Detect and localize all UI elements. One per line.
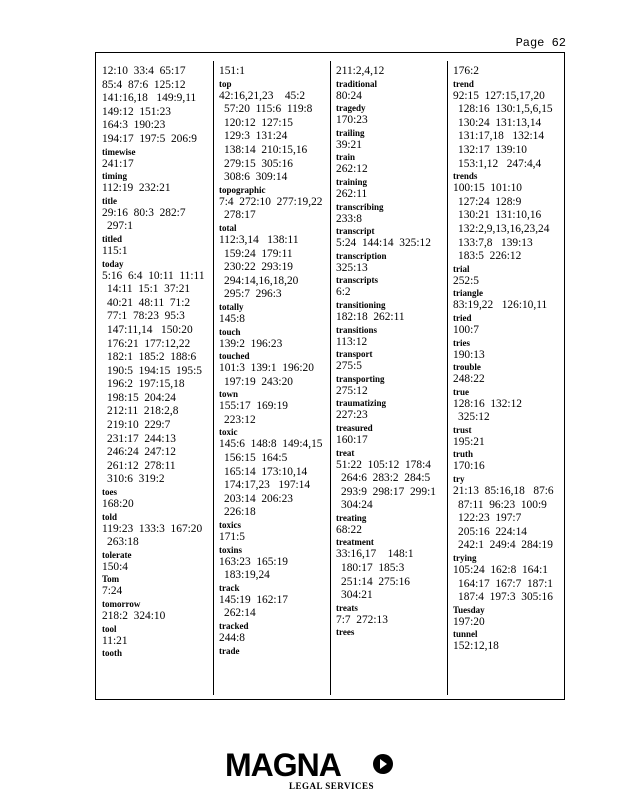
page-line-references: 194:17 197:5 206:9 [102, 132, 197, 145]
page-line-references: 197:20 [453, 615, 485, 628]
index-term: treatment [336, 537, 374, 548]
index-term: toxics [219, 520, 241, 531]
page-line-references: 164:17 167:7 187:1 [458, 577, 553, 590]
index-term: transitions [336, 324, 378, 335]
page-line-references: 100:15 101:10 [453, 182, 522, 195]
index-term: total [219, 222, 237, 233]
index-term: tomorrow [102, 599, 141, 609]
page-line-references: 304:24 [341, 499, 373, 512]
index-term: tried [453, 312, 472, 323]
page-line-references: 261:12 278:11 [107, 459, 176, 472]
page-line-references: 170:16 [453, 460, 485, 473]
page-line-references: 92:15 127:15,17,20 [453, 89, 545, 102]
page-line-references: 223:12 [224, 413, 256, 426]
page-line-references: 145:6 148:8 149:4,15 [219, 438, 323, 451]
index-term: trees [336, 627, 355, 638]
page-line-references: 120:12 127:15 [224, 116, 293, 129]
page-line-references: 147:11,14 150:20 [107, 323, 193, 336]
index-term: tracked [219, 621, 249, 631]
page-line-references: 129:3 131:24 [224, 130, 288, 143]
index-term: tragedy [336, 103, 366, 114]
index-term: treating [336, 512, 367, 523]
index-term: transport [336, 349, 373, 360]
index-term: transcript [336, 226, 375, 237]
page-line-references: 198:15 204:24 [107, 391, 176, 404]
index-term: tolerate [102, 549, 132, 560]
page-line-references: 119:23 133:3 167:20 [102, 522, 203, 535]
page-line-references: 141:16,18 149:9,11 [102, 92, 197, 105]
page-line-references: 190:13 [453, 348, 485, 361]
page-line-references: 262:12 [336, 163, 368, 176]
index-term: transporting [336, 373, 385, 384]
page-line-references: 182:1 185:2 188:6 [107, 351, 197, 364]
page-line-references: 29:16 80:3 282:7 [102, 206, 186, 219]
page-line-references: 252:5 [453, 274, 479, 287]
page-line-references: 304:21 [341, 589, 373, 602]
magna-logo [225, 748, 395, 794]
index-term: tries [453, 337, 470, 348]
index-term: traumatizing [336, 398, 386, 409]
page-line-references: 145:19 162:17 [219, 593, 288, 606]
page-line-references: 127:24 128:9 [458, 195, 522, 208]
index-term: timing [102, 171, 128, 182]
page-line-references: 264:6 283:2 284:5 [341, 472, 431, 485]
page-line-references: 6:2 [336, 286, 351, 299]
page-line-references: 128:16 130:1,5,6,15 [458, 103, 553, 116]
index-term: try [453, 474, 465, 485]
index-column-1 [96, 53, 213, 699]
page-line-references: 155:17 169:19 [219, 400, 288, 413]
page-line-references: 262:11 [336, 187, 368, 200]
index-term: trends [453, 171, 478, 182]
index-term: transcription [336, 250, 387, 261]
page-line-references: 138:14 210:15,16 [224, 143, 308, 156]
page-line-references: 145:8 [219, 312, 245, 325]
page-line-references: 159:24 179:11 [224, 247, 293, 260]
page-line-references: 183:5 226:12 [458, 250, 522, 263]
page-line-references: 170:23 [336, 114, 368, 127]
page-line-references: 163:23 165:19 [219, 555, 288, 568]
page-line-references: 165:14 173:10,14 [224, 465, 308, 478]
page-line-references: 100:7 [453, 323, 479, 336]
index-term: trouble [453, 362, 481, 373]
index-term: treasured [336, 422, 373, 433]
page-line-references: 227:23 [336, 409, 368, 422]
page-line-references: 295:7 296:3 [224, 288, 282, 301]
page-line-references: 57:20 115:6 119:8 [224, 103, 313, 116]
page-line-references: 39:21 [336, 138, 362, 151]
page-line-references: 7:24 [102, 585, 123, 598]
index-term: treats [336, 602, 358, 613]
index-term: town [219, 389, 239, 400]
page-line-references: 164:3 190:23 [102, 119, 166, 132]
page-line-references: 275:5 [336, 360, 362, 373]
index-term: traditional [336, 78, 378, 89]
page-line-references: 248:22 [453, 373, 485, 386]
page-line-references: 251:14 275:16 [341, 575, 410, 588]
page-line-references: 294:14,16,18,20 [224, 274, 299, 287]
index-column-4 [447, 53, 564, 699]
page-line-references: 133:7,8 139:13 [458, 236, 533, 249]
index-term: totally [219, 301, 244, 312]
page-line-references: 168:20 [102, 498, 134, 511]
logo-wordmark: MAGNA [225, 747, 341, 783]
index-term: training [336, 176, 368, 187]
index-term: title [102, 195, 117, 206]
page-number: Page 62 [515, 36, 566, 50]
index-term: true [453, 386, 469, 397]
index-term: trying [453, 553, 477, 564]
index-term: titled [102, 233, 122, 244]
page-line-references: 132:17 139:10 [458, 143, 527, 156]
page-line-references: 187:4 197:3 305:16 [458, 591, 553, 604]
page-line-references: 33:16,17 148:1 [336, 548, 414, 561]
index-column-3 [330, 53, 447, 699]
page-line-references: 132:2,9,13,16,23,24 [458, 222, 550, 235]
page-line-references: 219:10 229:7 [107, 419, 171, 432]
index-column-2 [213, 53, 330, 699]
page-line-references: 152:12,18 [453, 640, 499, 653]
page-line-references: 156:15 164:5 [224, 452, 288, 465]
index-term: trial [453, 263, 470, 274]
page-line-references: 51:22 105:12 178:4 [336, 458, 431, 471]
index-term: tunnel [453, 629, 478, 640]
page-line-references: 171:5 [219, 531, 245, 544]
index-term: track [219, 582, 240, 593]
page-line-references: 279:15 305:16 [224, 157, 293, 170]
page-line-references: 151:1 [219, 65, 245, 77]
index-term: tool [102, 623, 117, 634]
logo-tagline: LEGAL SERVICES [289, 781, 374, 791]
page-line-references: 212:11 218:2,8 [107, 405, 179, 418]
page-line-references: 263:18 [107, 536, 139, 549]
page-line-references: 153:1,12 247:4,4 [458, 157, 542, 170]
page-line-references: 115:1 [102, 244, 128, 257]
page-line-references: 196:2 197:15,18 [107, 378, 185, 391]
page-line-references: 176:2 [453, 65, 479, 77]
page-line-references: 231:17 244:13 [107, 432, 176, 445]
page-line-references: 203:14 206:23 [224, 492, 293, 505]
page-line-references: 230:22 293:19 [224, 261, 293, 274]
page-line-references: 160:17 [336, 433, 368, 446]
index-term: trailing [336, 127, 365, 138]
page-line-references: 293:9 298:17 299:1 [341, 485, 436, 498]
page-line-references: 150:4 [102, 560, 128, 573]
page-line-references: 131:17,18 132:14 [458, 130, 545, 143]
index-term: toxins [219, 544, 243, 555]
page-line-references: 205:16 224:14 [458, 525, 527, 538]
page-line-references: 278:17 [224, 209, 256, 222]
page-line-references: 211:2,4,12 [336, 65, 385, 77]
index-term: today [102, 258, 124, 269]
page-line-references: 122:23 197:7 [458, 512, 522, 525]
page-line-references: 197:19 243:20 [224, 375, 293, 388]
page-line-references: 105:24 162:8 164:1 [453, 564, 548, 577]
page-line-references: 174:17,23 197:14 [224, 479, 311, 492]
page-line-references: 7:4 272:10 277:19,22 [219, 195, 323, 208]
page-line-references: 85:4 87:6 125:12 [102, 78, 186, 91]
page-line-references: 14:11 15:1 37:21 [107, 283, 191, 296]
page-line-references: 149:12 151:23 [102, 105, 171, 118]
page-line-references: 226:18 [224, 506, 256, 519]
index-term: Tuesday [453, 604, 485, 615]
page-line-references: 241:17 [102, 157, 134, 170]
page-line-references: 113:12 [336, 335, 368, 348]
index-term: top [219, 78, 232, 89]
index-term: timewise [102, 146, 136, 157]
page-line-references: 112:3,14 138:11 [219, 233, 299, 246]
page-line-references: 83:19,22 126:10,11 [453, 299, 548, 312]
page-line-references: 246:24 247:12 [107, 446, 176, 459]
page-line-references: 190:5 194:15 195:5 [107, 364, 202, 377]
page-line-references: 310:6 319:2 [107, 473, 165, 486]
page-line-references: 12:10 33:4 65:17 [102, 65, 186, 77]
page-line-references: 325:12 [458, 411, 490, 424]
page-line-references: 218:2 324:10 [102, 610, 166, 622]
page-line-references: 42:16,21,23 45:2 [219, 89, 306, 102]
page-line-references: 233:8 [336, 212, 362, 225]
page-line-references: 176:21 177:12,22 [107, 337, 191, 350]
page-line-references: 242:1 249:4 284:19 [458, 539, 553, 552]
page-line-references: 139:2 196:23 [219, 337, 283, 350]
page-line-references: 195:21 [453, 435, 485, 448]
page-line-references: 297:1 [107, 220, 133, 233]
index-term: topographic [219, 184, 266, 195]
page-line-references: 112:19 232:21 [102, 182, 171, 195]
page-line-references: 325:13 [336, 261, 368, 274]
index-term: trade [219, 645, 240, 656]
page-line-references: 262:14 [224, 607, 256, 620]
page-line-references: 68:22 [336, 523, 362, 536]
index-term: transitioning [336, 299, 386, 310]
page-line-references: 7:7 272:13 [336, 613, 388, 626]
page-line-references: 40:21 48:11 71:2 [107, 296, 191, 309]
page-line-references: 101:3 139:1 196:20 [219, 362, 314, 375]
index-term: touch [219, 326, 241, 337]
index-term: tooth [102, 648, 122, 659]
index-term: transcribing [336, 201, 384, 212]
arrow-circle-icon [373, 754, 393, 774]
page-line-references: 87:11 96:23 100:9 [458, 498, 547, 511]
index-term: touched [219, 351, 250, 362]
index-term: Tom [102, 574, 120, 585]
page-line-references: 5:24 144:14 325:12 [336, 237, 431, 250]
index-term: trend [453, 78, 474, 89]
index-term: triangle [453, 288, 483, 299]
index-term: treat [336, 447, 355, 458]
index-term: trust [453, 424, 472, 435]
index-term: toes [102, 487, 117, 498]
page-line-references: 21:13 85:16,18 87:6 [453, 485, 554, 498]
page-line-references: 180:17 185:3 [341, 562, 405, 575]
page-line-references: 5:16 6:4 10:11 11:11 [102, 269, 205, 282]
index-term: truth [453, 449, 473, 460]
page-line-references: 80:24 [336, 89, 362, 102]
page-line-references: 275:12 [336, 384, 368, 397]
index-term: transcripts [336, 275, 378, 286]
page-line-references: 128:16 132:12 [453, 397, 522, 410]
page-line-references: 130:24 131:13,14 [458, 116, 542, 129]
index-term: toxic [219, 427, 238, 438]
page-line-references: 77:1 78:23 95:3 [107, 310, 185, 323]
page-line-references: 308:6 309:14 [224, 171, 288, 184]
index-term: train [336, 152, 355, 163]
index-term: told [102, 511, 118, 522]
page-line-references: 244:8 [219, 632, 245, 644]
page-line-references: 182:18 262:11 [336, 310, 405, 323]
index-grid [95, 52, 565, 700]
page-line-references: 130:21 131:10,16 [458, 209, 542, 222]
page-line-references: 11:21 [102, 634, 128, 647]
page-line-references: 183:19,24 [224, 569, 270, 582]
